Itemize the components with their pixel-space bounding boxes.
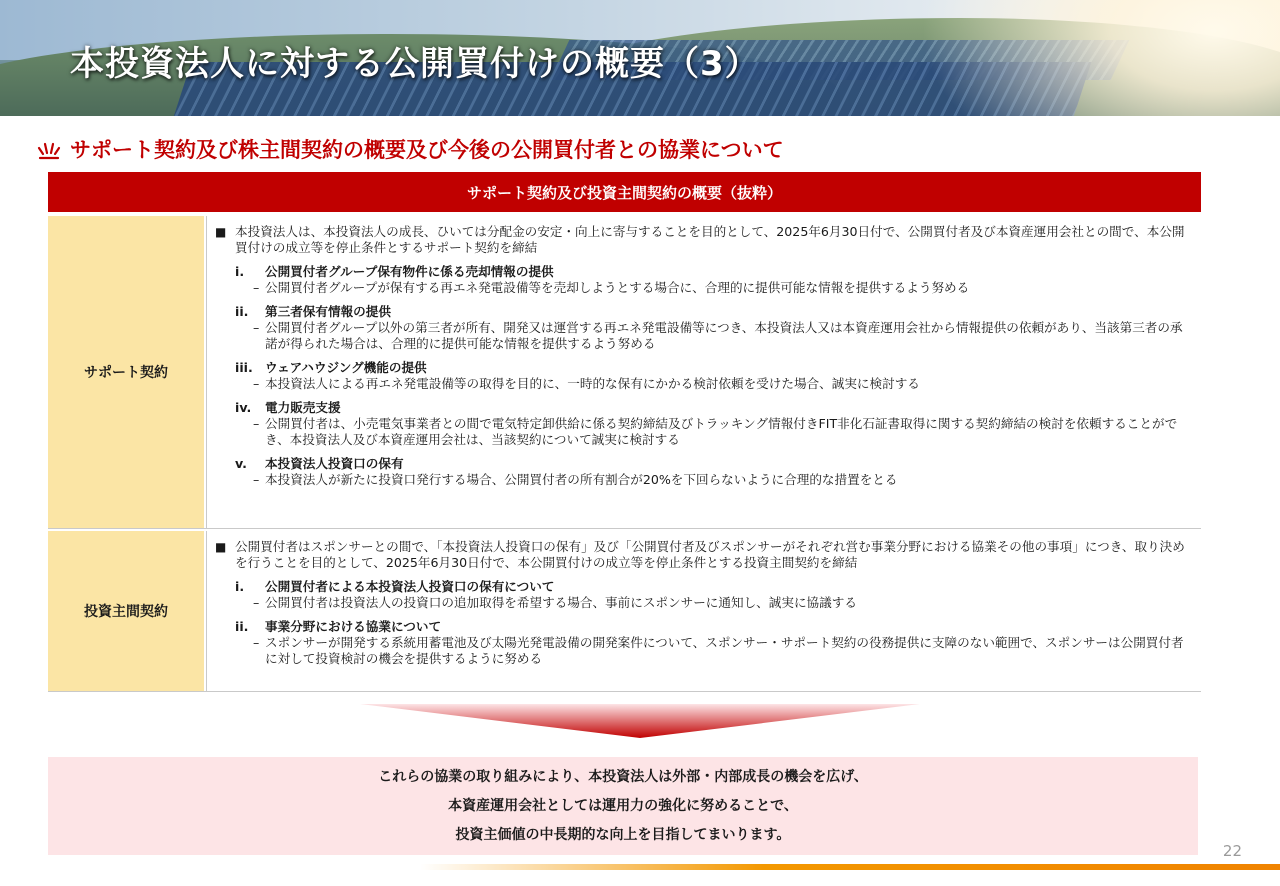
table-header: サポート契約及び投資主間契約の概要（抜粋） [48,172,1201,212]
banner-sun-glow [920,0,1280,116]
square-bullet-icon: ■ [215,225,227,239]
item-number: ii. [235,304,249,319]
item-number: i. [235,264,245,279]
investor-label: 投資主間契約 [48,531,206,691]
support-intro [215,224,1193,256]
conclusion-line: 本資産運用会社としては運用力の強化に努めることで、 [448,798,798,814]
item-dash: – [253,635,260,650]
investor-intro [215,539,1193,571]
page-title: 本投資法人に対する公開買付けの概要（3） [70,44,760,84]
item-title: 電力販売支援 [265,400,341,415]
item-dash: – [253,416,260,431]
page-number: 22 [1222,842,1242,860]
item-number: iv. [235,400,252,415]
support-label: サポート契約 [48,216,206,528]
item-title: 公開買付者による本投資法人投資口の保有について [265,579,555,594]
section-heading [36,134,784,164]
investor-body [206,531,1201,691]
item-desc: 公開買付者グループが保有する再エネ発電設備等を売却しようとする場合に、合理的に提供可能な情報を提供するよう努める [265,280,970,295]
item-number: ii. [235,619,249,634]
item-desc: スポンサーが開発する系統用蓄電池及び太陽光発電設備の開発案件について、スポンサー・サポート契約の役務提供に支障のない範囲で、スポンサーは公開買付者に対して投資検討の機会を提供するように努める [265,635,1184,666]
item-dash: – [253,376,260,391]
footer-accent-line [420,864,1280,870]
square-bullet-icon: ■ [215,540,227,554]
support-body [206,216,1201,528]
item-dash: – [253,595,260,610]
support-intro-text: 本投資法人は、本投資法人の成長、ひいては分配金の安定・向上に寄与することを目的として、2025年6月30日付で、公開買付者及び本資産運用会社との間で、本公開買付けの成立等を停止条件とするサポート契約を締結 [235,224,1185,255]
item-number: iii. [235,360,253,375]
section-heading-text: サポート契約及び株主間契約の概要及び今後の公開買付者との協業について [70,138,784,162]
table-row-support [48,216,1201,529]
list-item [235,579,1193,611]
list-item [235,264,1193,296]
list-item [235,400,1193,448]
investor-intro-text: 公開買付者はスポンサーとの間で、「本投資法人投資口の保有」及び「公開買付者及びスポンサーがそれぞれ営む事業分野における協業その他の事項」につき、取り決めを行うことを目的として、2025年6月30日付で、本公開買付けの成立等を停止条件とする投資主間契約を締結 [235,539,1185,570]
item-desc: 本投資法人が新たに投資口発行する場合、公開買付者の所有割合が20%を下回らないように合理的な措置をとる [265,472,898,487]
item-title: 事業分野における協業について [265,619,442,634]
table-row-investor [48,531,1201,692]
item-desc: 本投資法人による再エネ発電設備等の取得を目的に、一時的な保有にかかる検討依頼を受けた場合、誠実に検討する [265,376,920,391]
item-title: 本投資法人投資口の保有 [265,456,404,471]
item-desc: 公開買付者は、小売電気事業者との間で電気特定卸供給に係る契約締結及びトラッキング情報付きFIT非化石証書取得に関する契約締結の検討を依頼することができ、本投資法人及び本資産運用会社は、当該契約について誠実に検討する [265,416,1178,447]
list-item [235,456,1193,488]
item-dash: – [253,320,260,335]
conclusion-line: 投資主価値の中長期的な向上を目指してまいります。 [455,827,791,843]
item-number: i. [235,579,245,594]
header-banner [0,0,1280,116]
item-dash: – [253,280,260,295]
sun-rays-icon [36,136,62,162]
item-desc: 公開買付者は投資法人の投資口の追加取得を希望する場合、事前にスポンサーに通知し、誠実に協議する [265,595,857,610]
conclusion-line: これらの協業の取り組みにより、本投資法人は外部・内部成長の機会を広げ、 [378,769,868,785]
down-arrow-icon [360,704,920,738]
item-title: 公開買付者グループ保有物件に係る売却情報の提供 [265,264,554,279]
item-title: 第三者保有情報の提供 [265,304,391,319]
agreement-table [48,172,1201,692]
item-dash: – [253,472,260,487]
list-item [235,619,1193,667]
item-desc: 公開買付者グループ以外の第三者が所有、開発又は運営する再エネ発電設備等につき、本投資法人又は本資産運用会社から情報提供の依頼があり、当該第三者の承諾が得られた場合は、合理的に提供可能な情報を提供するよう努める [265,320,1183,351]
list-item [235,360,1193,392]
list-item [235,304,1193,352]
item-title: ウェアハウジング機能の提供 [265,360,427,375]
conclusion-box [48,757,1198,855]
item-number: v. [235,456,247,471]
